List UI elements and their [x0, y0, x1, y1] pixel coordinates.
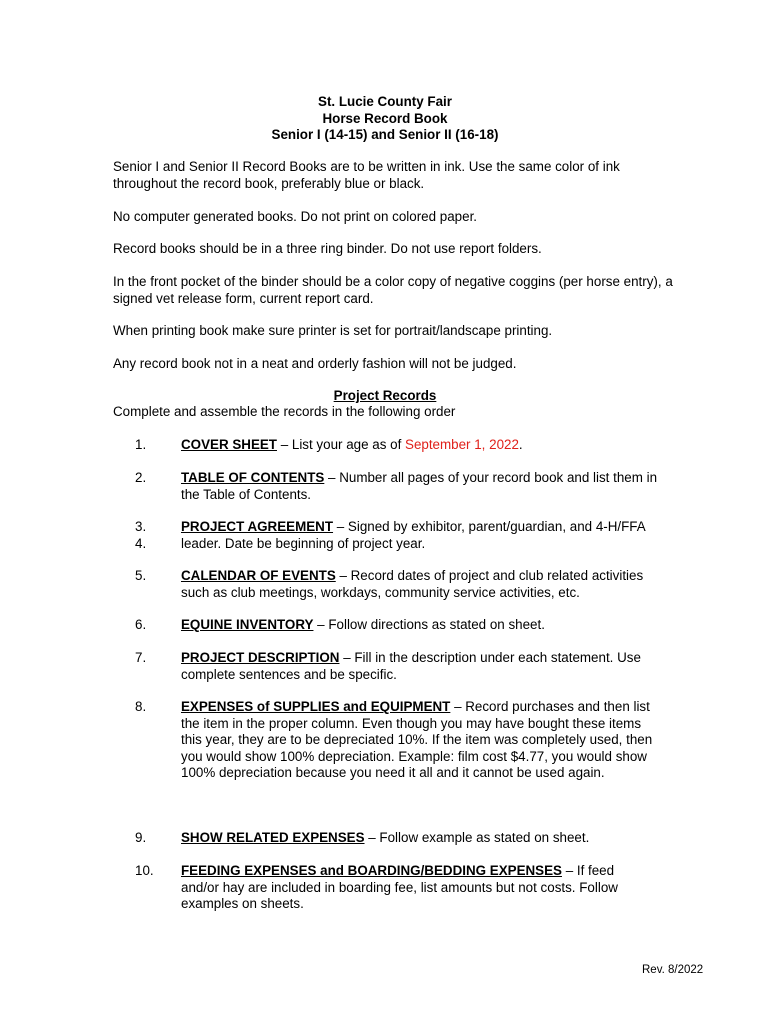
item-text [181, 863, 646, 913]
item-label: FEEDING EXPENSES and BOARDING/BEDDING EXPENSES [181, 863, 562, 878]
item-number: 3. [135, 519, 147, 534]
item-tail: . [518, 437, 523, 452]
item-text [181, 650, 661, 683]
item-label: CALENDAR OF EVENTS [181, 568, 336, 583]
revision-date: Rev. 8/2022 [642, 964, 704, 976]
intro-paragraph-ink: Senior I and Senior II Record Books are to be written in ink. Use the same color of ink throughout the record book, preferably blue or black. [113, 159, 620, 191]
item-description: – List your age as of [276, 437, 406, 452]
item-number: 8. [135, 699, 147, 714]
item-description: – Signed by exhibitor, parent/guardian, and 4-H/FFA leader. Date be beginning of project year. [181, 519, 645, 551]
item-number: 2. [135, 470, 147, 485]
item-description: – Follow example as stated on sheet. [364, 830, 590, 845]
item-text [181, 470, 661, 503]
item-text [181, 830, 661, 847]
intro-paragraph-computer: No computer generated books. Do not print on colored paper. [113, 209, 478, 224]
item-number: 6. [135, 617, 147, 632]
item-label: TABLE OF CONTENTS [181, 470, 325, 485]
title-line-book: Horse Record Book [322, 110, 448, 126]
item-label: COVER SHEET [181, 437, 277, 452]
title-line-divisions: Senior I (14-15) and Senior II (16-18) [271, 127, 499, 142]
document-title [0, 94, 770, 144]
item-highlight: September 1, 2022 [405, 437, 519, 452]
item-number: 7. [135, 650, 147, 665]
intro-paragraph-neat: Any record book not in a neat and orderly fashion will not be judged. [113, 356, 517, 371]
item-label: SHOW RELATED EXPENSES [181, 830, 365, 845]
item-number: 5. [135, 568, 147, 583]
item-description: – Record dates of project and club related activities such as club meetings, workdays, community service activities, etc. [181, 568, 644, 600]
title-line-fair: St. Lucie County Fair [318, 94, 452, 109]
item-text [181, 699, 656, 782]
item-label: PROJECT DESCRIPTION [181, 650, 340, 665]
item-description: – If feed and/or hay are included in boarding fee, list amounts but not costs. Follow examples on sheets. [181, 863, 618, 911]
intro-paragraph-binder: Record books should be in a three ring binder. Do not use report folders. [113, 241, 542, 256]
section-subheading: Complete and assemble the records in the following order [113, 404, 456, 419]
item-text [181, 568, 671, 601]
section-heading: Project Records [333, 388, 437, 403]
item-number: 1. [135, 437, 147, 452]
item-label: PROJECT AGREEMENT [181, 519, 334, 534]
intro-paragraph-printing: When printing book make sure printer is set for portrait/landscape printing. [113, 323, 553, 338]
item-text [181, 617, 661, 634]
item-number-secondary: 4. [135, 535, 147, 551]
item-description: – Follow directions as stated on sheet. [313, 617, 545, 632]
item-description: – Number all pages of your record book and list them in the Table of Contents. [181, 470, 658, 502]
item-label: EXPENSES of SUPPLIES and EQUIPMENT [181, 699, 451, 714]
item-description: – Record purchases and then list the item in the proper column. Even though you may have bought these items this year, they are to be depreciated 10%. If the item was completely used, then you would show 100% depreciation. Example: film cost $4.77, you would show 100% depreciation because you need it all and it cannot be used again. [181, 699, 653, 780]
item-number: 9. [135, 830, 147, 845]
item-number: 10. [135, 863, 154, 878]
item-label: EQUINE INVENTORY [181, 617, 314, 632]
intro-paragraph-pocket: In the front pocket of the binder should be a color copy of negative coggins (per horse entry), a signed vet release form, current report card. [113, 274, 673, 306]
item-text [181, 519, 661, 552]
item-description: – Fill in the description under each statement. Use complete sentences and be specific. [181, 650, 641, 682]
item-text [181, 437, 661, 454]
